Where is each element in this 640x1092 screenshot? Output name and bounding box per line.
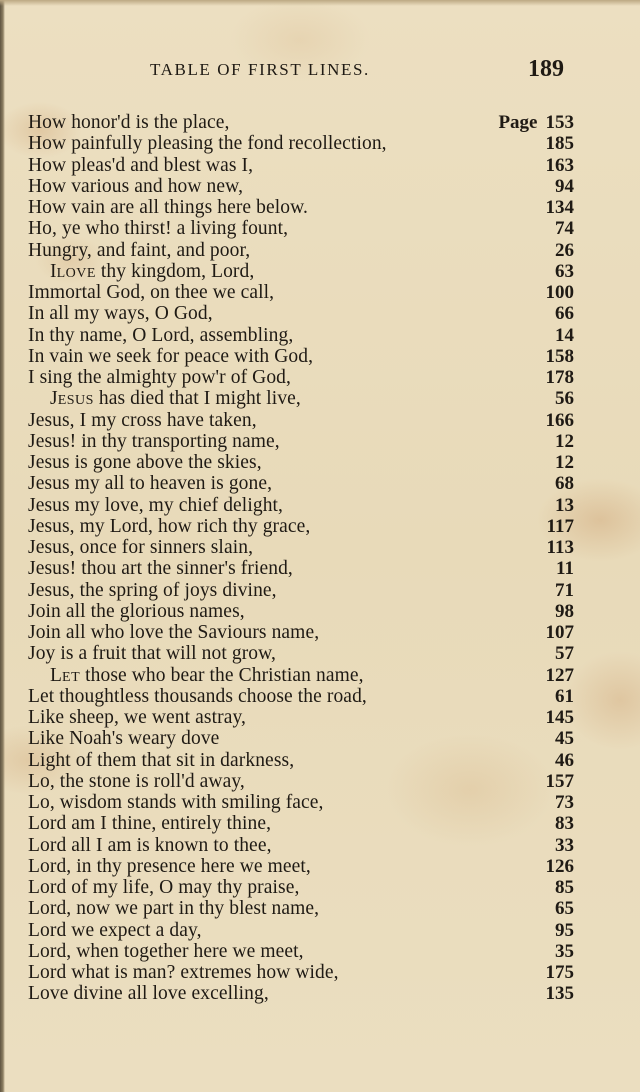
page-ref-number: 71	[555, 579, 574, 601]
page-label: Page	[498, 112, 538, 133]
index-entry	[28, 728, 578, 749]
page-reference	[555, 473, 574, 494]
page-reference	[547, 516, 574, 537]
page-ref-number: 145	[545, 707, 574, 728]
index-entry	[28, 601, 578, 622]
page-reference	[555, 325, 574, 346]
index-entry	[28, 941, 578, 962]
page-ref-number: 35	[555, 940, 574, 962]
page-ref-number: 61	[555, 685, 574, 707]
page-reference	[555, 813, 574, 834]
index-entry	[28, 388, 578, 409]
first-line-text: Jesus! in thy transporting name,	[28, 430, 280, 452]
index-entry	[28, 133, 578, 154]
page-ref-number: 85	[555, 877, 574, 898]
index-entry	[28, 643, 578, 664]
first-line-text: Light of them that sit in darkness,	[28, 749, 295, 771]
first-line-text: Jesus, the spring of joys divine,	[28, 579, 277, 601]
first-line-text: Lord all I am is known to thee,	[28, 834, 272, 856]
page-reference	[555, 835, 574, 856]
index-entry	[28, 282, 578, 303]
page-ref-number: 66	[555, 303, 574, 325]
page-reference	[555, 728, 574, 749]
first-line-text: Joy is a fruit that will not grow,	[28, 643, 277, 665]
index-entry	[28, 750, 578, 771]
page-ref-number: 73	[555, 792, 574, 813]
index-entry	[28, 155, 578, 176]
first-line-text: Jesus, I my cross have taken,	[28, 409, 257, 431]
first-line-text: In vain we seek for peace with God,	[28, 345, 314, 367]
page-reference	[555, 877, 574, 898]
page-ref-number: 135	[545, 983, 574, 1005]
page-ref-number: 126	[545, 855, 574, 877]
page-ref-number: 14	[555, 324, 574, 346]
page-title: TABLE OF FIRST LINES.	[150, 60, 370, 79]
first-line-text: Love divine all love excelling,	[28, 983, 269, 1005]
page-ref-number: 94	[555, 175, 574, 197]
page-reference	[546, 410, 575, 431]
first-line-text: Lord, in thy presence here we meet,	[28, 855, 311, 877]
page-reference	[555, 686, 574, 707]
page-ref-number: 56	[555, 388, 574, 410]
page-reference	[555, 452, 574, 473]
page-reference	[546, 367, 575, 388]
index-entry	[28, 665, 578, 686]
page-ref-number: 157	[545, 770, 574, 792]
page-reference	[546, 856, 575, 877]
first-line-text: Jesus is gone above the skies,	[28, 452, 262, 473]
page-ref-number: 33	[555, 834, 574, 856]
index-entry	[28, 240, 578, 261]
first-line-text: Jesus my all to heaven is gone,	[28, 473, 273, 495]
first-line-text	[50, 261, 254, 284]
page-ref-number: 12	[555, 430, 574, 452]
page-ref-number: 98	[555, 600, 574, 622]
index-entry	[28, 983, 578, 1004]
page-reference	[546, 155, 575, 176]
page-reference	[555, 218, 574, 239]
first-line-text	[50, 665, 364, 688]
page-ref-number: 83	[555, 813, 574, 835]
small-caps-initial: L	[50, 664, 63, 686]
index-entry	[28, 707, 578, 728]
small-caps-rest: ESUS	[57, 393, 94, 409]
first-line-text: Like Noah's weary dove	[28, 728, 220, 750]
index-entry	[28, 516, 578, 537]
first-line-text: Lo, the stone is roll'd away,	[28, 770, 245, 792]
page-reference	[555, 643, 574, 664]
page-ref-number: 113	[546, 537, 574, 558]
page-reference	[555, 941, 574, 962]
index-entry	[28, 218, 578, 239]
page-ref-number: 163	[545, 154, 574, 176]
page-reference	[546, 622, 575, 643]
first-line-text: Join all who love the Saviours name,	[28, 622, 320, 643]
page-ref-number: 175	[545, 962, 574, 983]
first-line-text: Join all the glorious names,	[28, 600, 245, 622]
page-ref-number: 117	[546, 515, 574, 537]
first-line-text: Lord we expect a day,	[28, 919, 202, 941]
first-line-text: Lord, now we part in thy blest name,	[28, 898, 320, 920]
page-ref-number: 45	[555, 728, 574, 750]
index-entry	[28, 452, 578, 473]
first-line-text: I sing the almighty pow'r of God,	[28, 367, 291, 388]
first-line-text: Lord am I thine, entirely thine,	[28, 813, 272, 835]
page-reference	[555, 431, 574, 452]
page-reference	[555, 750, 574, 771]
index-entry	[28, 303, 578, 324]
page-reference	[555, 495, 574, 516]
first-line-text: In thy name, O Lord, assembling,	[28, 324, 294, 346]
page-reference	[555, 240, 574, 261]
page-ref-number: 46	[555, 749, 574, 771]
page-reference	[555, 792, 574, 813]
index-entry	[28, 197, 578, 218]
first-line-text: Jesus, my Lord, how rich thy grace,	[28, 515, 311, 537]
page-reference	[555, 388, 574, 409]
page-reference	[555, 601, 574, 622]
page-reference	[547, 537, 574, 558]
index-entry	[28, 558, 578, 579]
page-reference	[555, 898, 574, 919]
page-ref-number: 185	[545, 133, 574, 155]
page-reference	[546, 707, 575, 728]
small-caps-initial: J	[50, 388, 58, 410]
page-ref-number: 95	[555, 919, 574, 941]
page-reference	[546, 665, 575, 686]
first-line-text	[50, 388, 301, 411]
first-line-text: Lord, when together here we meet,	[28, 940, 304, 962]
index-entry	[28, 580, 578, 601]
first-line-tail: has died that I might live,	[93, 388, 301, 410]
index-entry	[28, 261, 578, 282]
index-entry	[28, 346, 578, 367]
index-entry	[28, 112, 578, 133]
first-line-text: How vain are all things here below.	[28, 197, 309, 218]
index-entry	[28, 898, 578, 919]
page-ref-number: 12	[555, 452, 574, 473]
first-line-text: How pleas'd and blest was I,	[28, 154, 254, 176]
page-ref-number: 13	[555, 494, 574, 516]
index-entry	[28, 856, 578, 877]
page-ref-number: 166	[545, 409, 574, 431]
page-reference	[546, 282, 575, 303]
page-reference	[555, 261, 574, 282]
first-line-text: How various and how new,	[28, 175, 244, 197]
small-caps-rest: ET	[62, 669, 81, 685]
index-entry	[28, 176, 578, 197]
page-ref-number: 153	[545, 112, 574, 133]
page-number: 189	[528, 56, 564, 82]
page-reference	[546, 346, 575, 367]
page-reference	[555, 580, 574, 601]
first-line-text: Ho, ye who thirst! a living fount,	[28, 218, 289, 240]
page-spine-edge	[0, 0, 5, 1092]
page-reference	[546, 771, 575, 792]
first-line-text: Lord of my life, O may thy praise,	[28, 877, 300, 898]
index-entry	[28, 920, 578, 941]
first-line-text: Lo, wisdom stands with smiling face,	[28, 792, 324, 813]
index-entry	[28, 495, 578, 516]
page-reference	[555, 920, 574, 941]
first-line-text: Jesus! thou art the sinner's friend,	[28, 558, 293, 580]
index-entry	[28, 325, 578, 346]
first-line-tail: those who bear the Christian name,	[80, 664, 364, 686]
first-line-tail: thy kingdom, Lord,	[95, 260, 255, 282]
page-ref-number: 63	[555, 260, 574, 282]
page-reference	[546, 197, 575, 218]
page-ref-number: 65	[555, 898, 574, 920]
index-entry	[28, 792, 578, 813]
page-reference	[556, 558, 574, 579]
small-caps-initial: I	[50, 260, 57, 282]
page-ref-number: 158	[545, 345, 574, 367]
first-line-text: How honor'd is the place,	[28, 112, 230, 133]
index-entry	[28, 473, 578, 494]
first-line-text: Lord what is man? extremes how wide,	[28, 962, 339, 983]
first-line-text: Jesus my love, my chief delight,	[28, 494, 284, 516]
first-line-text: Immortal God, on thee we call,	[28, 282, 275, 303]
first-lines-index	[28, 112, 578, 1005]
page-ref-number: 74	[555, 218, 574, 240]
page-reference	[555, 303, 574, 324]
page-reference	[546, 983, 575, 1004]
page-ref-number: 127	[545, 664, 574, 686]
page-ref-number: 57	[555, 643, 574, 665]
page-reference	[546, 962, 575, 983]
page-ref-number: 178	[545, 367, 574, 388]
page-ref-number: 68	[555, 473, 574, 495]
index-entry	[28, 537, 578, 558]
running-header	[0, 56, 640, 86]
index-entry	[28, 877, 578, 898]
index-entry	[28, 835, 578, 856]
index-entry	[28, 686, 578, 707]
page-top-edge	[0, 0, 640, 6]
first-line-text: Like sheep, we went astray,	[28, 707, 247, 728]
first-line-text: Jesus, once for sinners slain,	[28, 537, 254, 558]
small-caps-rest: LOVE	[56, 265, 96, 281]
first-line-text: Let thoughtless thousands choose the road,	[28, 685, 367, 707]
page-ref-number: 26	[555, 239, 574, 261]
page-ref-number: 134	[545, 197, 574, 218]
index-entry	[28, 962, 578, 983]
first-line-text: How painfully pleasing the fond recollection,	[28, 133, 387, 155]
index-entry	[28, 813, 578, 834]
index-entry	[28, 367, 578, 388]
index-entry	[28, 771, 578, 792]
page-ref-number: 107	[545, 622, 574, 643]
page-reference	[555, 176, 574, 197]
index-entry	[28, 410, 578, 431]
index-entry	[28, 622, 578, 643]
page-reference	[498, 112, 574, 133]
page-ref-number: 100	[545, 282, 574, 303]
page-ref-number: 11	[556, 558, 574, 580]
index-entry	[28, 431, 578, 452]
page-reference	[546, 133, 575, 154]
first-line-text: Hungry, and faint, and poor,	[28, 239, 251, 261]
first-line-text: In all my ways, O God,	[28, 303, 213, 325]
